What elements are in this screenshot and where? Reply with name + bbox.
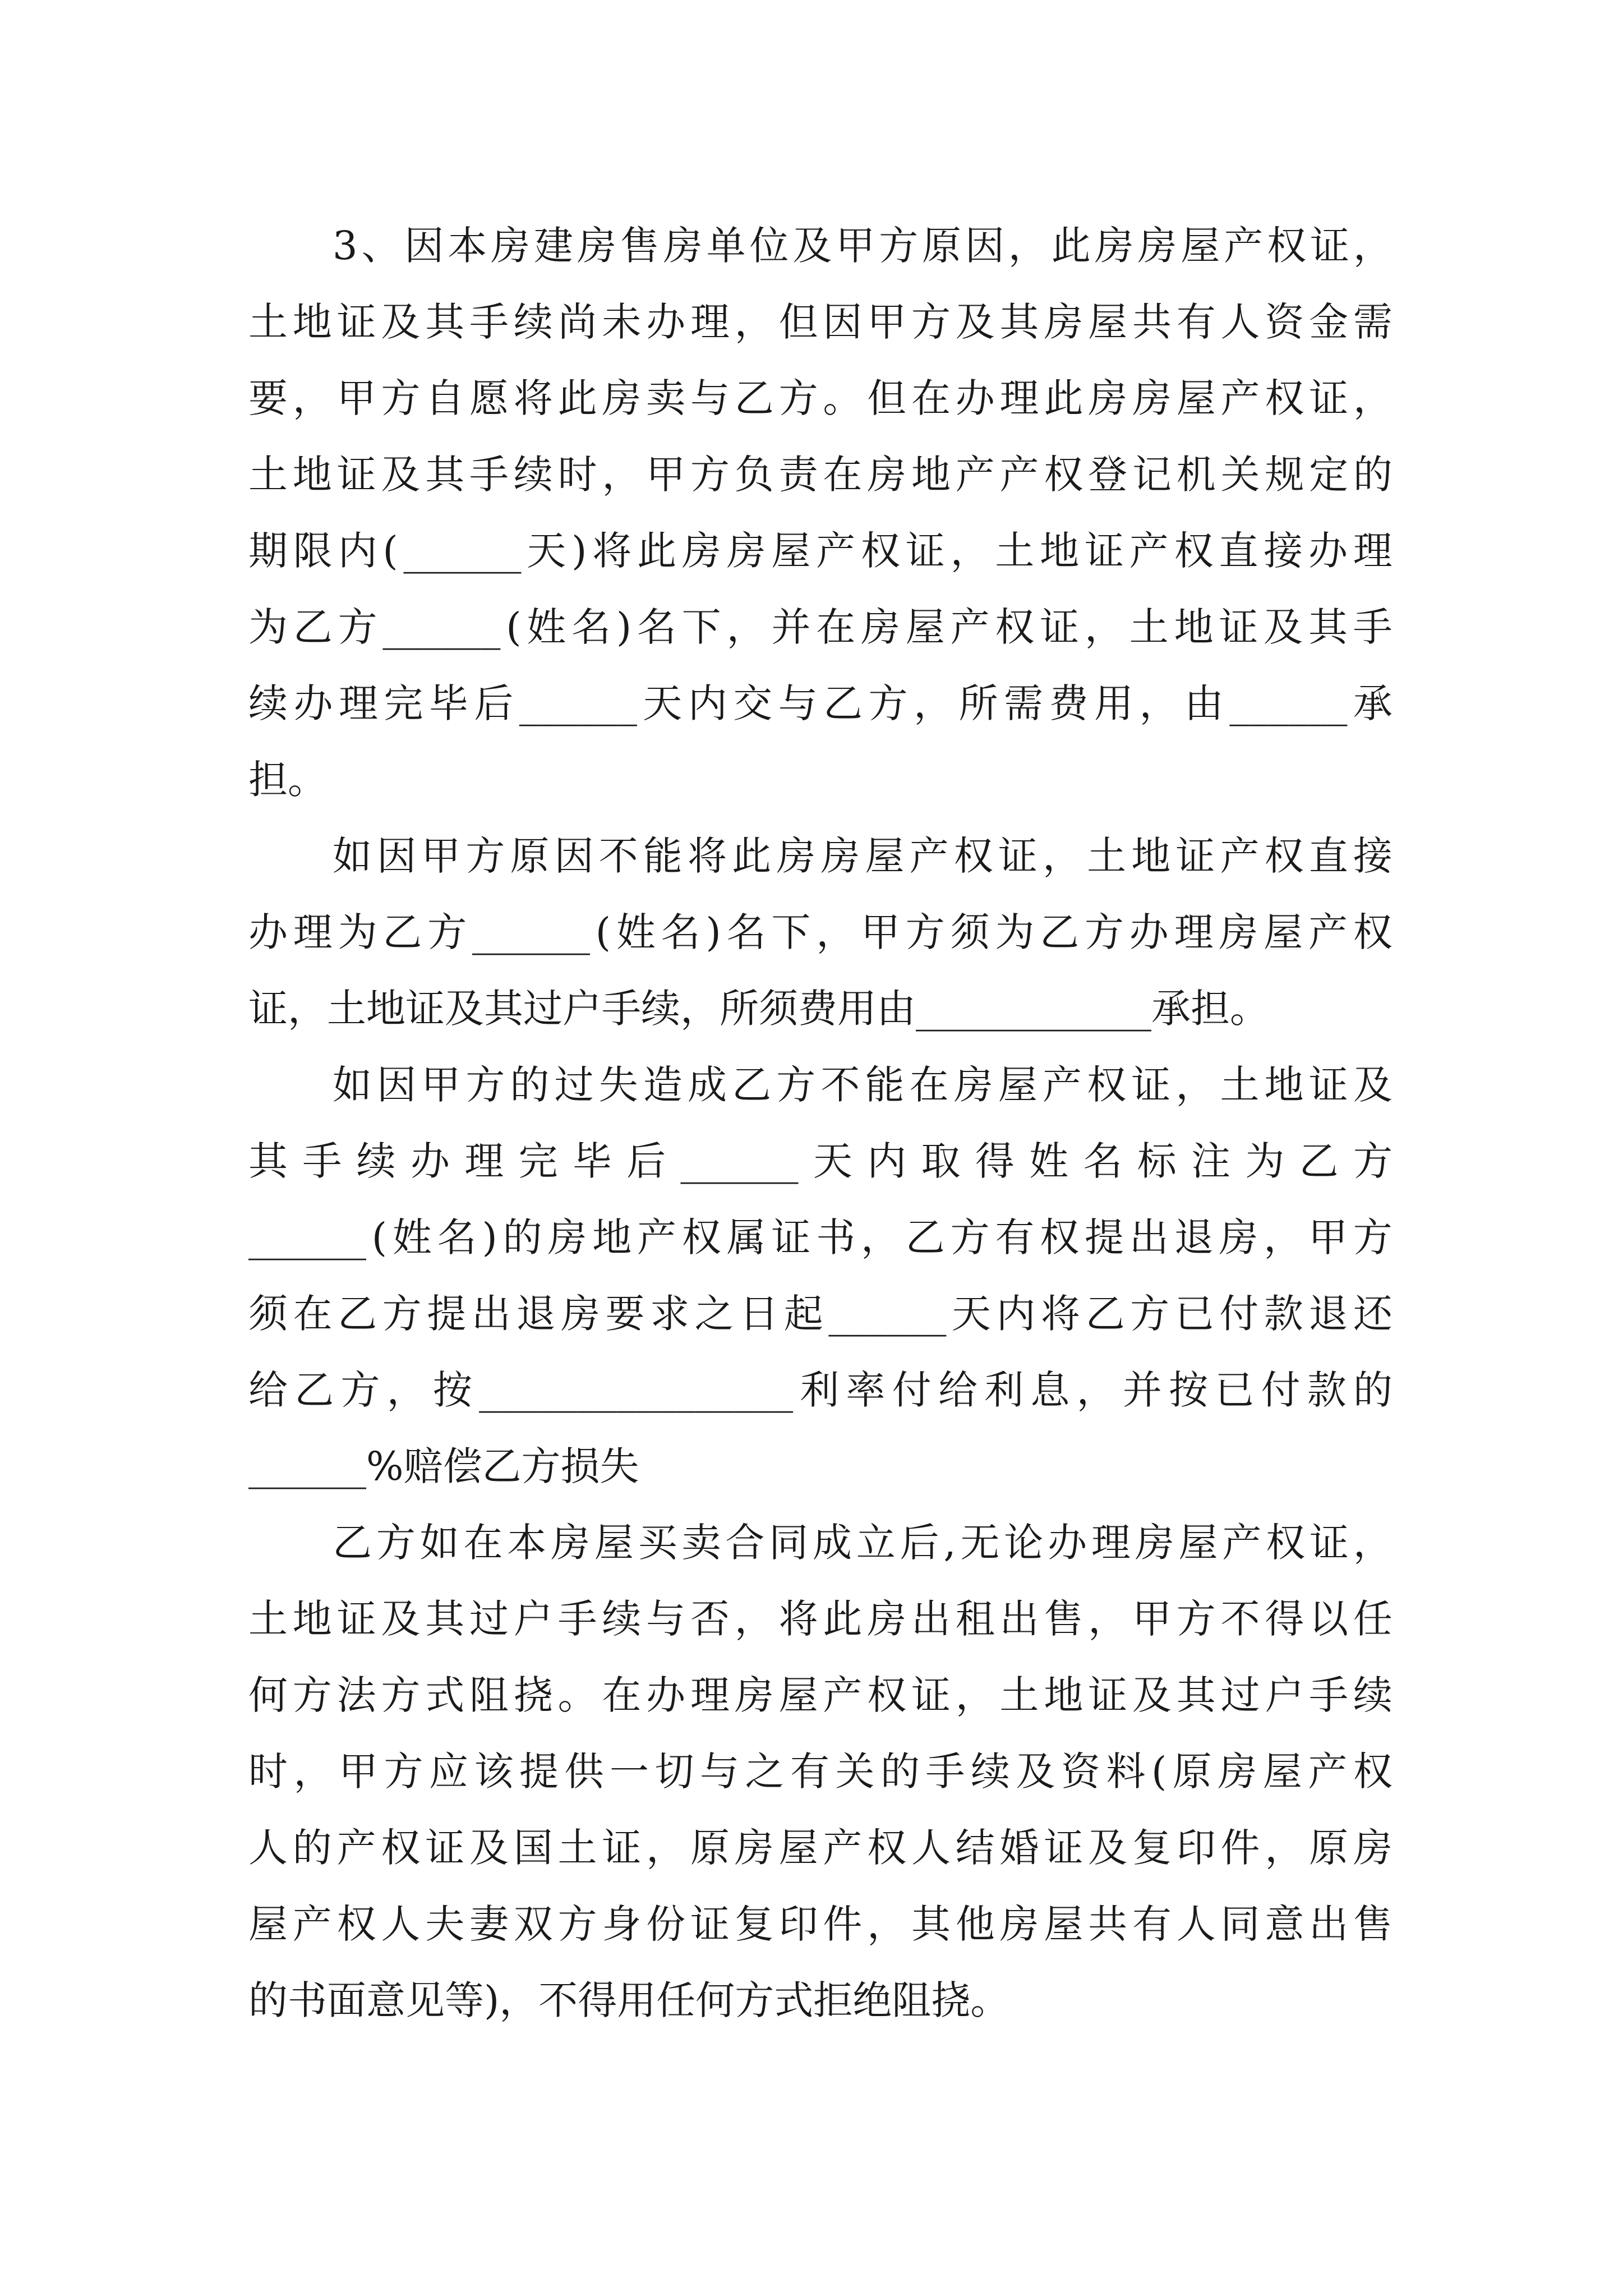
document-line: 如 因 甲 方 原 因 不 能 将 此 房 房 屋 产 权 证 ， 土 地 证 产 权 直 接	[333, 833, 1393, 879]
document-line: 乙 方 如 在 本 房 屋 买 卖 合 同 成 立 后 , 无 论 办 理 房 屋 产 权 证 ，	[333, 1520, 1393, 1566]
document-line: 为 乙 方 ______ ( 姓 名 ) 名 下 ， 并 在 房 屋 产 权 证 ， 土 地 证 及 其 手	[248, 604, 1393, 650]
document-line: 土 地 证 及 其 过 户 手 续 与 否 ， 将 此 房 出 租 出 售 ， 甲 方 不 得 以 任	[248, 1596, 1393, 1642]
document-line: 土 地 证 及 其 手 续 尚 未 办 理 ， 但 因 甲 方 及 其 房 屋 共 有 人 资 金 需	[248, 299, 1393, 345]
document-line: 其 手 续 办 理 完 毕 后 ______ 天 内 取 得 姓 名 标 注 为 乙 方	[248, 1138, 1393, 1184]
document-line: 时 ， 甲 方 应 该 提 供 一 切 与 之 有 关 的 手 续 及 资 料 ( 原 房 屋 产 权	[248, 1749, 1393, 1795]
document-line: 续 办 理 完 毕 后 ______ 天 内 交 与 乙 方 ， 所 需 费 用 ， 由 ______ 承	[248, 680, 1393, 726]
document-line: 担。	[248, 757, 327, 803]
document-body	[248, 208, 1393, 2039]
document-line: 的书面意见等)，不得用任何方式拒绝阻挠。	[248, 1977, 1010, 2023]
document-line: 何 方 法 方 式 阻 挠 。 在 办 理 房 屋 产 权 证 ， 土 地 证 及 其 过 户 手 续	[248, 1672, 1393, 1718]
document-line: 屋 产 权 人 夫 妻 双 方 身 份 证 复 印 件 ， 其 他 房 屋 共 有 人 同 意 出 售	[248, 1901, 1393, 1947]
document-line: ______%赔偿乙方损失	[248, 1443, 639, 1489]
document-line: 证，土地证及其过户手续，所须费用由____________承担。	[248, 986, 1269, 1032]
document-line: 给 乙 方 ， 按 ________________ 利 率 付 给 利 息 ， 并 按 已 付 款 的	[248, 1367, 1393, 1413]
document-line: 要 ， 甲 方 自 愿 将 此 房 卖 与 乙 方 。 但 在 办 理 此 房 房 屋 产 权 证 ，	[248, 375, 1393, 421]
document-line: 3 、 因 本 房 建 房 售 房 单 位 及 甲 方 原 因 ， 此 房 房 屋 产 权 证 ，	[333, 223, 1393, 269]
document-line: 须 在 乙 方 提 出 退 房 要 求 之 日 起 ______ 天 内 将 乙 方 已 付 款 退 还	[248, 1291, 1393, 1337]
document-line: 人 的 产 权 证 及 国 土 证 ， 原 房 屋 产 权 人 结 婚 证 及 复 印 件 ， 原 房	[248, 1825, 1393, 1871]
document-line: 期 限 内 ( ______ 天 ) 将 此 房 房 屋 产 权 证 ， 土 地 证 产 权 直 接 办 理	[248, 528, 1393, 574]
document-line: 土 地 证 及 其 手 续 时 ， 甲 方 负 责 在 房 地 产 产 权 登 记 机 关 规 定 的	[248, 452, 1393, 498]
document-line: ______ ( 姓 名 ) 的 房 地 产 权 属 证 书 ， 乙 方 有 权 提 出 退 房 ， 甲 方	[248, 1214, 1393, 1260]
document-line: 办 理 为 乙 方 ______ ( 姓 名 ) 名 下 ， 甲 方 须 为 乙 方 办 理 房 屋 产 权	[248, 909, 1393, 955]
document-line: 如 因 甲 方 的 过 失 造 成 乙 方 不 能 在 房 屋 产 权 证 ， 土 地 证 及	[333, 1062, 1393, 1108]
